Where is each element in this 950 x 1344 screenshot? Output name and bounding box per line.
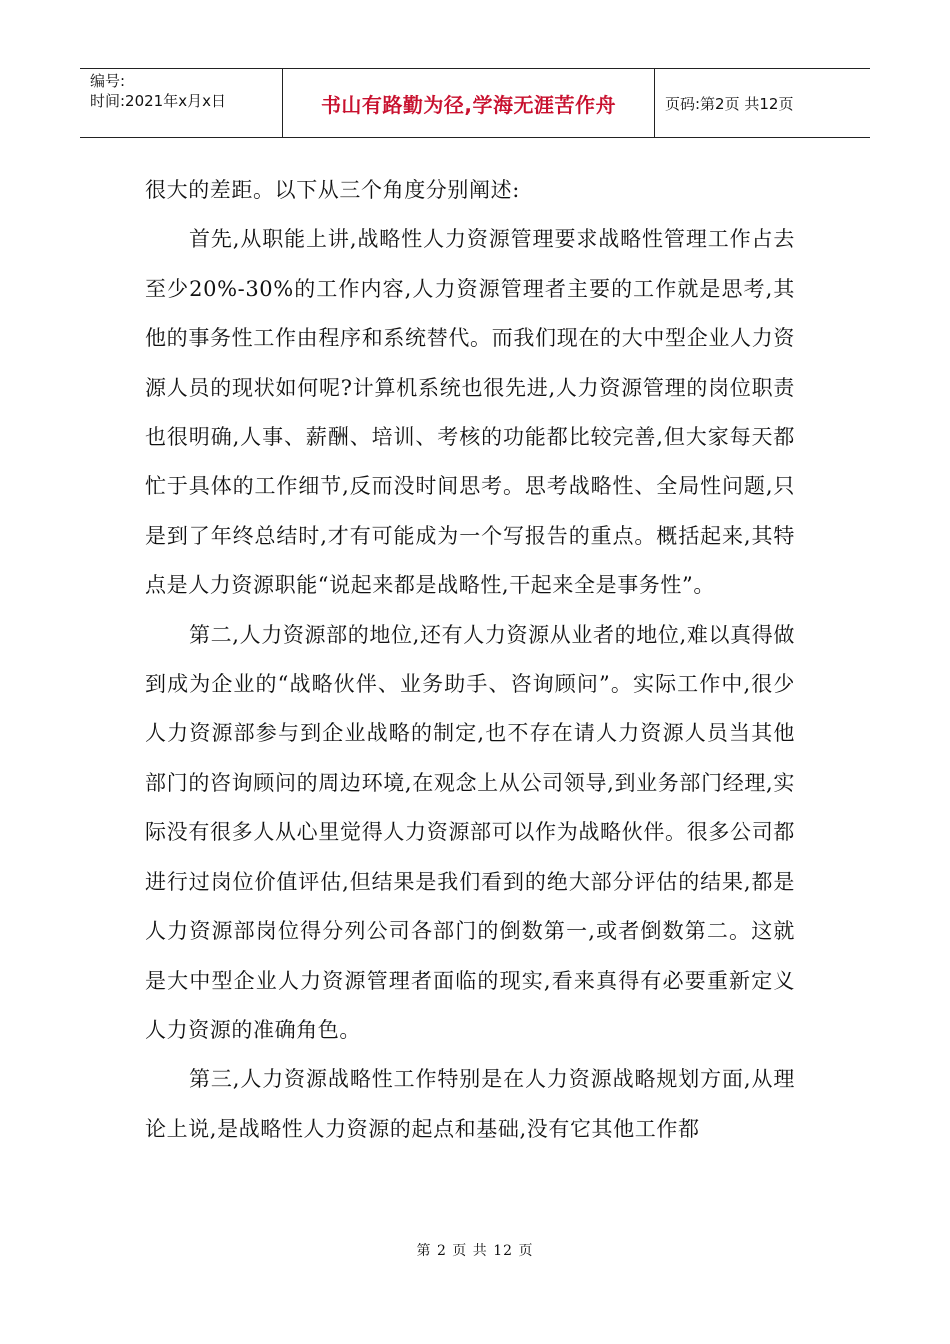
header-meta (80, 69, 283, 137)
paragraph-third: 第三,人力资源战略性工作特别是在人力资源战略规划方面,从理论上说,是战略性人力资源的起点和基础,没有它其他工作都 (145, 1067, 795, 1141)
header-page-code: 页码:第2页 共12页 (665, 94, 794, 113)
page-header (80, 68, 870, 138)
document-time-label: 时间:2021年x月x日 (90, 92, 226, 110)
page-footer: 第 2 页 共 12 页 (416, 1243, 534, 1259)
paragraph-first: 首先,从职能上讲,战略性人力资源管理要求战略性管理工作占去至少20%-30%的工作内容,人力资源管理者主要的工作就是思考,其他的事务性工作由程序和系统替代。而我们现在的大中型企业人力资源人员的现状如何呢?计算机系统也很先进,人力资源管理的岗位职责也很明确,人事、薪酬、培训、考核的功能都比较完善,但大家每天都忙于具体的工作细节,反而没时间思考。思考战略性、全局性问题,只是到了年终总结时,才有可能成为一个写报告的重点。概括起来,其特点是人力资源职能“说起来都是战略性,干起来全是事务性”。 (145, 227, 795, 598)
document-body (145, 166, 795, 1154)
header-motto: 书山有路勤为径,学海无涯苦作舟 (283, 69, 655, 137)
paragraph-continuation: 很大的差距。以下从三个角度分别阐述: (145, 178, 520, 202)
paragraph-second: 第二,人力资源部的地位,还有人力资源从业者的地位,难以真得做到成为企业的“战略伙伴、业务助手、咨询顾问”。实际工作中,很少人力资源部参与到企业战略的制定,也不存在请人力资源人员当其他部门的咨询顾问的周边环境,在观念上从公司领导,到业务部门经理,实际没有很多人从心里觉得人力资源部可以作为战略伙伴。很多公司都进行过岗位价值评估,但结果是我们看到的绝大部分评估的结果,都是人力资源部岗位得分列公司各部门的倒数第一,或者倒数第二。这就是大中型企业人力资源管理者面临的现实,看来真得有必要重新定义人力资源的准确角色。 (145, 622, 795, 1042)
document-number-label: 编号: (90, 72, 126, 90)
